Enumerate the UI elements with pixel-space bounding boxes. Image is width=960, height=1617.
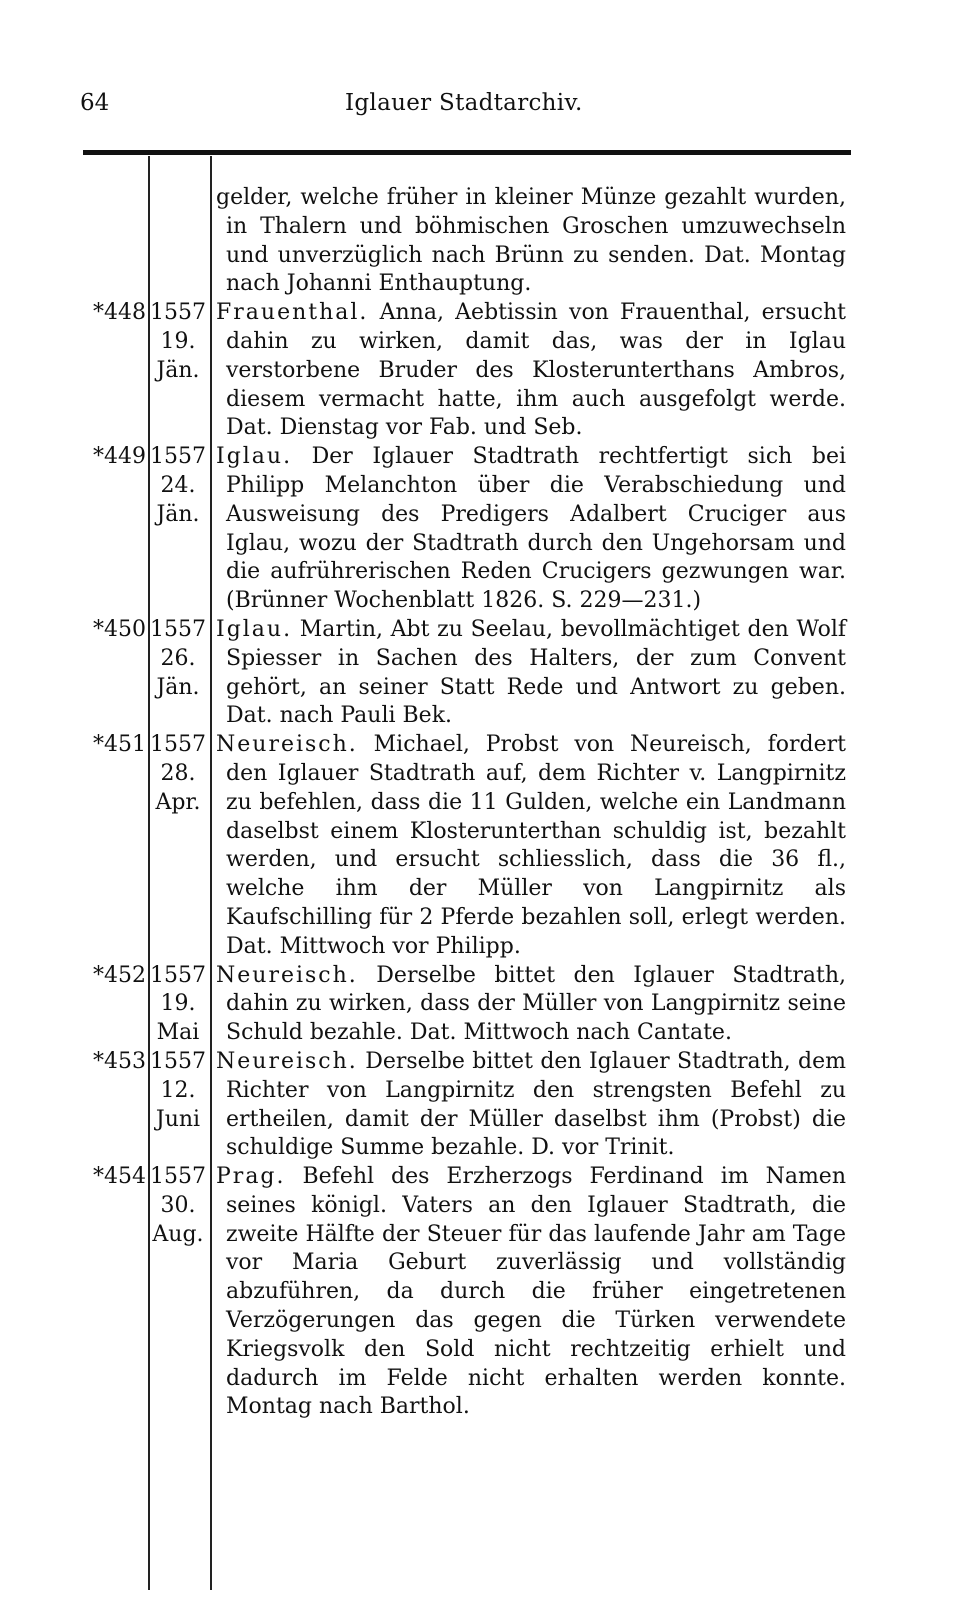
entry-number: *453 <box>93 1048 146 1074</box>
entry-place: Neureisch. <box>216 962 358 988</box>
entry-date-year: 1557 <box>150 962 206 988</box>
register-entry <box>0 443 960 616</box>
entry-number: *452 <box>93 962 146 988</box>
entry-text <box>216 1048 846 1163</box>
entry-number: *454 <box>93 1164 146 1190</box>
entry-date-day: 19. <box>160 328 196 354</box>
entry-body: Anna, Aebtissin von Frauenthal, ersucht dahin zu wirken, damit das, was der in Iglau verstorbene Bruder des Klosterunterthans Ambros, diesem vermacht hatte, ihm auch ausgefolgt werde. Dat. Dienstag vor Fab. und Seb. <box>226 300 846 441</box>
entry-text <box>216 299 846 443</box>
entry-date-month: Mai <box>156 1020 200 1046</box>
entry-date <box>148 962 208 1048</box>
register-entry <box>0 1048 960 1163</box>
entry-date-month: Juni <box>155 1106 201 1132</box>
register-entry <box>0 962 960 1048</box>
entry-number: *448 <box>93 300 146 326</box>
entry-body: Befehl des Erzherzogs Ferdinand im Namen seines königl. Vaters an den Iglauer Stadtrath, die zweite Hälfte der Steuer für das laufende Jahr am Tage vor Maria Geburt zuverlässig und vollständig abzuführen, da durch die früher eingetretenen Verzögerungen das gegen die Türken verwendete Kriegsvolk den Sold nicht rechtzeitig erhielt und dadurch im Felde nicht erhalten werden konnte. Montag nach Barthol. <box>226 1164 846 1420</box>
entry-date-year: 1557 <box>150 1048 206 1074</box>
entry-body: Martin, Abt zu Seelau, bevollmächtiget den Wolf Spiesser in Sachen des Halters, der zum Convent gehört, an seiner Statt Rede und Antwort zu geben. Dat. nach Pauli Bek. <box>226 616 846 729</box>
entry-date <box>148 1163 208 1249</box>
entry-date-day: 28. <box>160 760 196 786</box>
entry-place: Prag. <box>216 1164 286 1190</box>
entry-place: Iglau. <box>216 444 293 470</box>
entry-number: *451 <box>93 732 146 758</box>
entry-date <box>148 616 208 702</box>
entry-date-month: Aug. <box>152 1221 204 1247</box>
entry-number: *450 <box>93 616 146 642</box>
continuation-entry <box>0 184 960 299</box>
entry-date-day: 24. <box>160 472 196 498</box>
entry-date <box>148 443 208 529</box>
entry-date-day: 26. <box>160 645 196 671</box>
entry-body: Derselbe bittet den Iglauer Stadtrath, dahin zu wirken, dass der Müller von Langpirnitz seine Schuld bezahle. Dat. Mittwoch nach Cantate. <box>226 962 846 1046</box>
entry-text <box>216 962 846 1048</box>
entry-date-month: Apr. <box>155 789 201 815</box>
entry-text <box>216 731 846 961</box>
entry-text <box>216 1163 846 1422</box>
entry-date <box>148 731 208 817</box>
entry-text <box>216 443 846 616</box>
entry-date-month: Jän. <box>156 501 200 527</box>
entry-date-year: 1557 <box>150 1164 206 1190</box>
register-entry <box>0 299 960 443</box>
entry-number: *449 <box>93 444 146 470</box>
entry-date <box>148 299 208 385</box>
running-title: Iglauer Stadtarchiv. <box>345 90 583 116</box>
entry-date-day: 30. <box>160 1192 196 1218</box>
entry-date-month: Jän. <box>156 674 200 700</box>
entry-body: Derselbe bittet den Iglauer Stadtrath, dem Richter von Langpirnitz den strengsten Befehl zu ertheilen, damit der Müller daselbst ihm (Probst) die schuldige Summe bezahle. D. vor Trinit. <box>226 1048 846 1161</box>
entry-place: Iglau. <box>216 616 293 642</box>
entry-text <box>216 616 846 731</box>
entry-place: Frauenthal. <box>216 300 369 326</box>
entry-body: Der Iglauer Stadtrath rechtfertigt sich bei Philipp Melanchton über die Verabschiedung und Ausweisung des Predigers Adalbert Cruciger aus Iglau, wozu der Stadtrath durch den Ungehorsam und die aufrührerischen Reden Crucigers gezwungen war. (Brünner Wochenblatt 1826. S. 229—231.) <box>226 444 847 614</box>
entry-place: Neureisch. <box>216 1048 358 1074</box>
entry-body: Michael, Probst von Neureisch, fordert den Iglauer Stadtrath auf, dem Richter v. Langpirnitz zu befehlen, dass die 11 Gulden, welche ein Landmann daselbst einem Klosterunterthan schuldig ist, bezahlt werden, und ersucht schliesslich, dass die 36 fl., welche ihm der Müller von Langpirnitz als Kaufschilling für 2 Pferde bezahlen soll, erlegt werden. Dat. Mittwoch vor Philipp. <box>226 732 846 959</box>
entry-date-year: 1557 <box>150 300 206 326</box>
register-entry <box>0 1163 960 1422</box>
entry-date-day: 19. <box>160 991 196 1017</box>
continuation-text: gelder, welche früher in kleiner Münze gezahlt wurden, in Thalern und böhmischen Groschen umzuwechseln und unverzüglich nach Brünn zu senden. Dat. Montag nach Johanni Enthauptung. <box>216 185 846 297</box>
page-number: 64 <box>80 90 110 116</box>
entry-date-day: 12. <box>160 1077 196 1103</box>
entry-date <box>148 1048 208 1134</box>
entry-date-month: Jän. <box>156 357 200 383</box>
entry-date-year: 1557 <box>150 444 206 470</box>
header-rule <box>83 150 851 155</box>
entry-list <box>0 299 960 1422</box>
register-entry <box>0 731 960 961</box>
entry-place: Neureisch. <box>216 732 358 758</box>
entry-date-year: 1557 <box>150 616 206 642</box>
entry-date-year: 1557 <box>150 732 206 758</box>
register-body <box>0 184 960 1422</box>
register-entry <box>0 616 960 731</box>
